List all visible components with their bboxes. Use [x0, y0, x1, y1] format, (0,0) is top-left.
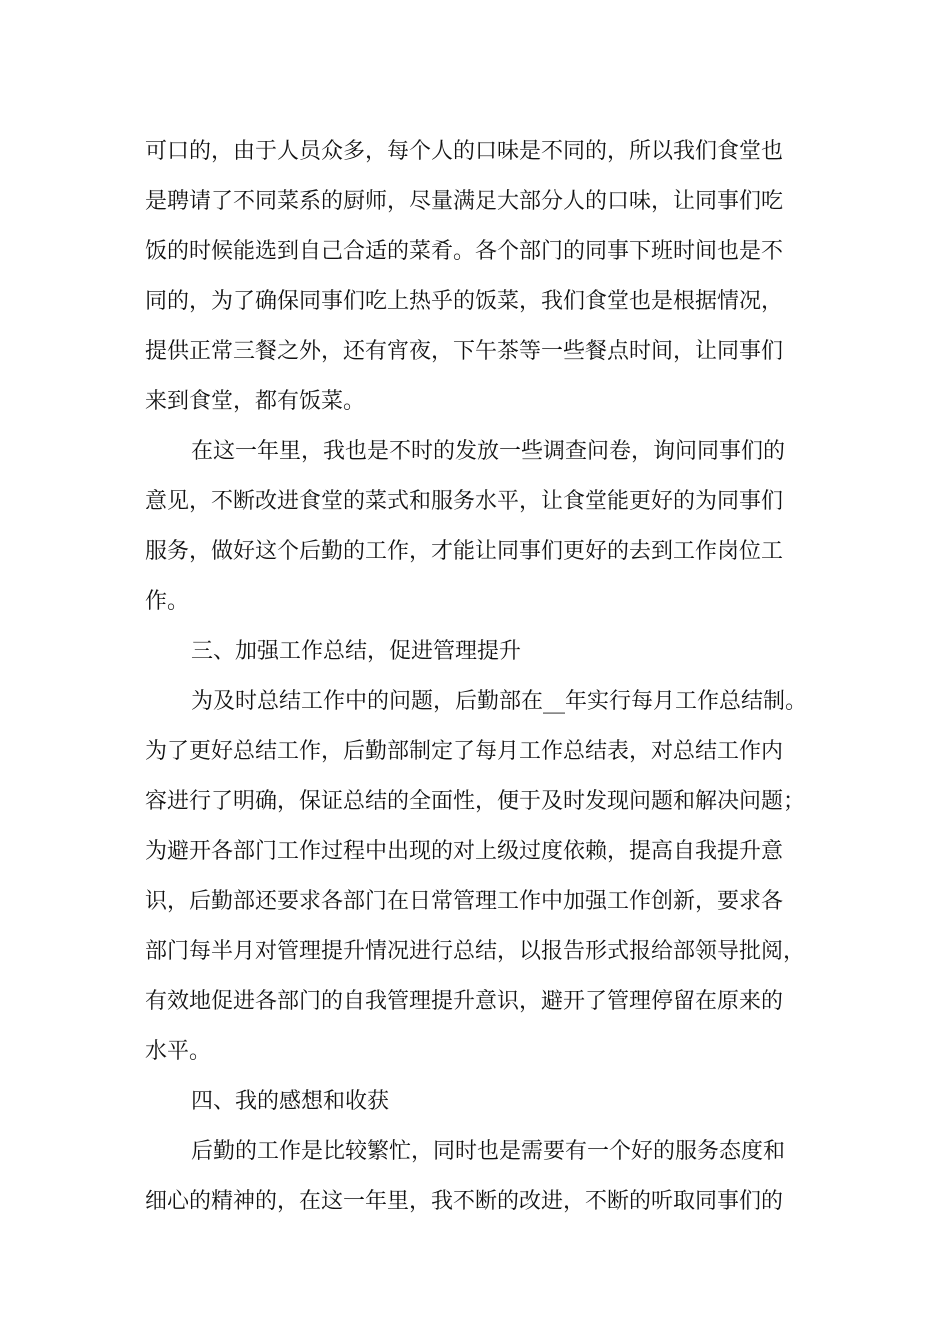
- paragraph-line: 细心的精神的，在这一年里，我不断的改进，不断的听取同事们的: [145, 1189, 784, 1214]
- paragraph-line: 部门每半月对管理提升情况进行总结，以报告形式报给部领导批阅，: [145, 939, 806, 964]
- paragraph-line: 后勤的工作是比较繁忙，同时也是需要有一个好的服务态度和: [191, 1139, 786, 1164]
- paragraph-line: 作。: [145, 589, 190, 614]
- paragraph-line: 为及时总结工作中的问题，后勤部在__年实行每月工作总结制。: [191, 689, 808, 714]
- section-heading: 四、我的感想和收获: [191, 1089, 390, 1114]
- paragraph-line: 识，后勤部还要求各部门在日常管理工作中加强工作创新，要求各: [145, 889, 784, 914]
- section-heading: 三、加强工作总结，促进管理提升: [191, 639, 522, 664]
- paragraph-line: 饭的时候能选到自己合适的菜肴。各个部门的同事下班时间也是不: [145, 239, 784, 264]
- paragraph-line: 容进行了明确，保证总结的全面性，便于及时发现问题和解决问题；: [145, 789, 806, 814]
- paragraph-line: 为了更好总结工作，后勤部制定了每月工作总结表，对总结工作内: [145, 739, 784, 764]
- document-body: [145, 130, 825, 1230]
- paragraph-line: 来到食堂，都有饭菜。: [145, 389, 366, 414]
- paragraph-line: 在这一年里，我也是不时的发放一些调查问卷，询问同事们的: [191, 439, 786, 464]
- paragraph-line: 提供正常三餐之外，还有宵夜，下午茶等一些餐点时间，让同事们: [145, 339, 784, 364]
- paragraph-line: 可口的，由于人员众多，每个人的口味是不同的，所以我们食堂也: [145, 139, 784, 164]
- paragraph-line: 为避开各部门工作过程中出现的对上级过度依赖，提高自我提升意: [145, 839, 784, 864]
- paragraph-line: 意见，不断改进食堂的菜式和服务水平，让食堂能更好的为同事们: [145, 489, 784, 514]
- paragraph-line: 水平。: [145, 1039, 212, 1064]
- paragraph-line: 有效地促进各部门的自我管理提升意识，避开了管理停留在原来的: [145, 989, 784, 1014]
- paragraph-line: 同的，为了确保同事们吃上热乎的饭菜，我们食堂也是根据情况，: [145, 289, 784, 314]
- paragraph-line: 是聘请了不同菜系的厨师，尽量满足大部分人的口味，让同事们吃: [145, 189, 784, 214]
- paragraph-line: 服务，做好这个后勤的工作，才能让同事们更好的去到工作岗位工: [145, 539, 784, 564]
